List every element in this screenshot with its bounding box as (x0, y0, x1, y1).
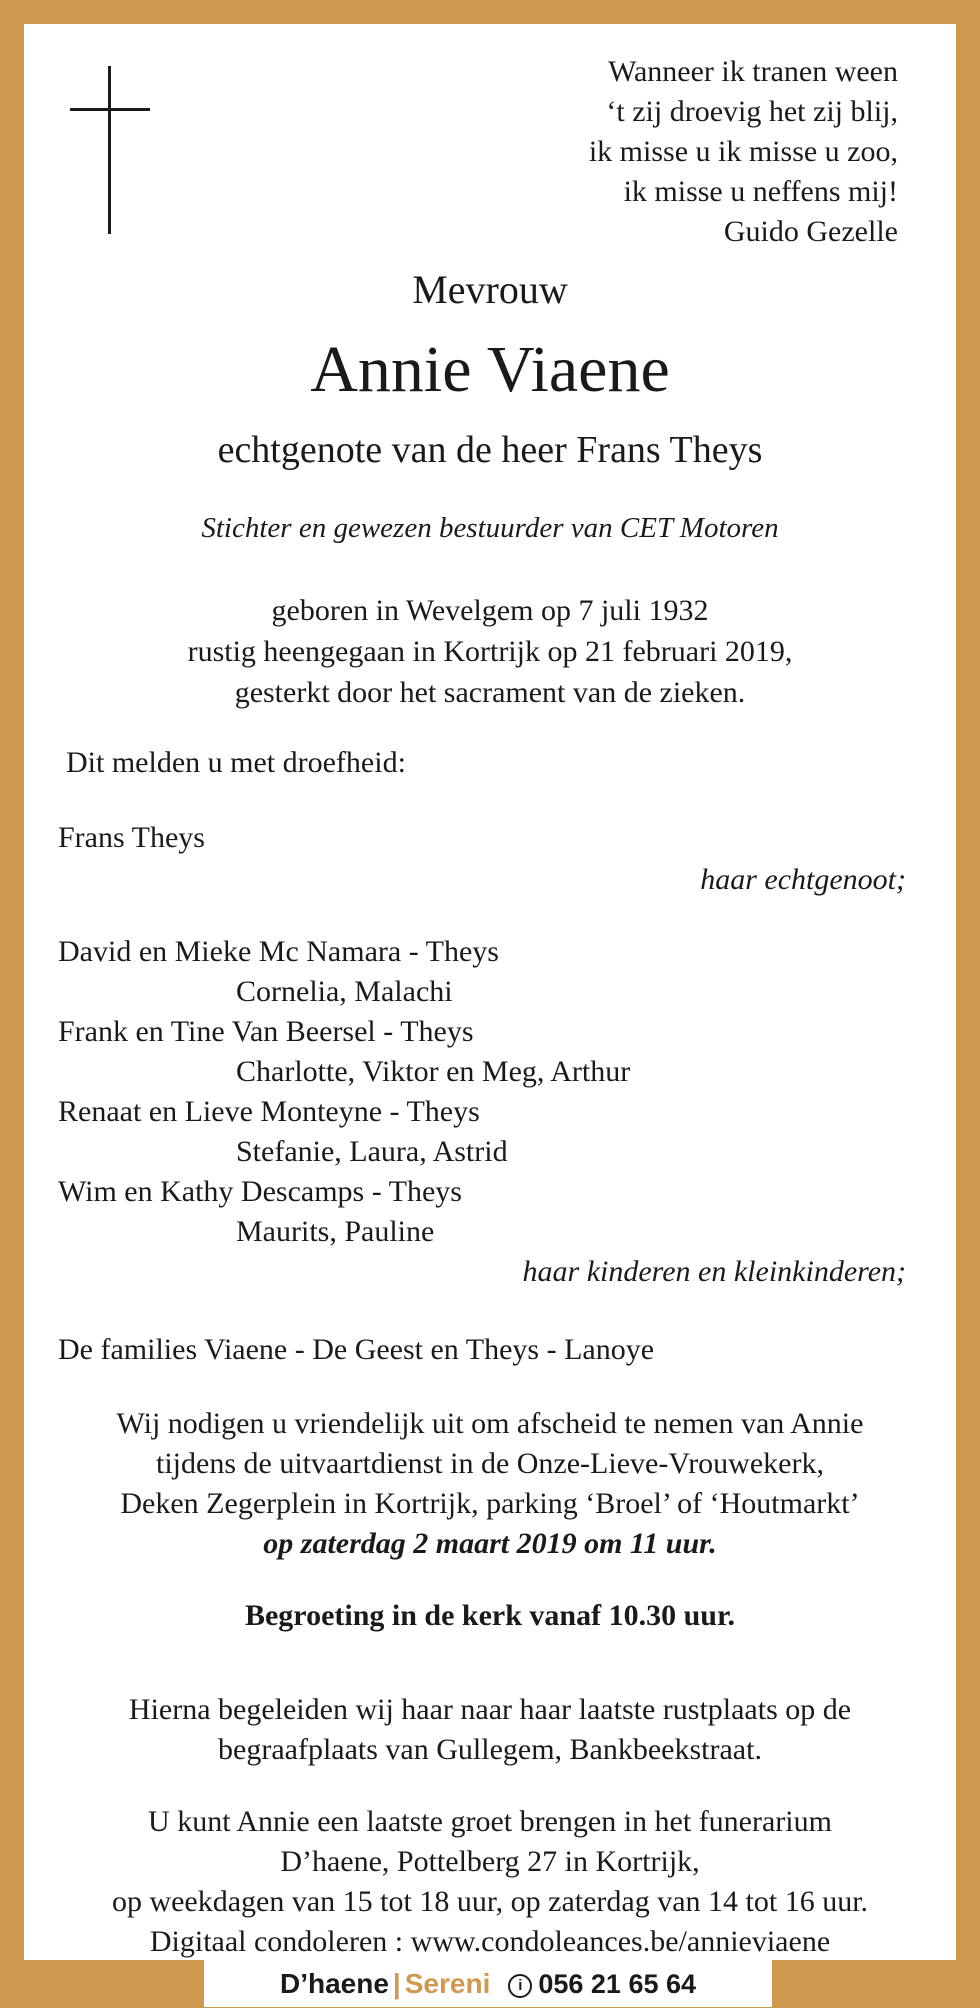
child-family: David en Mieke Mc Namara - Theys (58, 935, 499, 968)
deceased-title: Mevrouw (412, 267, 568, 312)
poem (589, 52, 898, 252)
service-block (24, 1404, 956, 1564)
poem-line: Wanneer ik tranen ween (608, 55, 898, 88)
poem-line: ik misse u ik misse u zoo, (588, 135, 898, 168)
children-role: haar kinderen en kleinkinderen; (522, 1255, 906, 1288)
cross-icon (108, 66, 111, 234)
funeral-home-footer (204, 1960, 772, 2007)
poem-author: Guido Gezelle (723, 215, 898, 248)
husband-role: haar echtgenoot; (700, 863, 906, 896)
info-icon: i (508, 1974, 532, 1998)
brand-dhaene: D’haene (279, 1968, 389, 1999)
birth-line: geboren in Wevelgem op 7 juli 1932 (271, 594, 709, 627)
burial-line: begraafplaats van Gullegem, Bankbeekstraat. (218, 1733, 762, 1766)
visit-line: D’haene, Pottelberg 27 in Kortrijk, (280, 1845, 700, 1878)
greeting-line: Begroeting in de kerk vanaf 10.30 uur. (244, 1599, 736, 1632)
service-line: Deken Zegerplein in Kortrijk, parking ‘Broel’ of ‘Houtmarkt’ (120, 1487, 860, 1520)
service-date: op zaterdag 2 maart 2019 om 11 uur. (263, 1527, 717, 1560)
visit-line: op weekdagen van 15 tot 18 uur, op zaterdag van 14 tot 16 uur. (111, 1885, 869, 1918)
grandchildren: Maurits, Pauline (236, 1215, 435, 1248)
poem-line: ‘t zij droevig het zij blij, (606, 95, 898, 128)
announcement-intro: Dit melden u met droefheid: (66, 746, 406, 779)
dates-block (24, 590, 956, 713)
service-line: tijdens de uitvaartdienst in de Onze-Lieve-Vrouwekerk, (156, 1447, 824, 1480)
child-family: Renaat en Lieve Monteyne - Theys (58, 1095, 480, 1128)
phone-number: 056 21 65 64 (538, 1969, 697, 1999)
husband-name: Frans Theys (58, 821, 205, 854)
burial-block (24, 1690, 956, 1770)
visit-block (24, 1802, 956, 1962)
brand-separator: | (392, 1968, 401, 1999)
condolence-line: Digitaal condoleren : www.condoleances.be/annieviaene (149, 1925, 831, 1958)
burial-line: Hierna begeleiden wij haar naar haar laatste rustplaats op de (128, 1693, 852, 1726)
visit-line: U kunt Annie een laatste groet brengen in het funerarium (148, 1805, 832, 1838)
service-line: Wij nodigen u vriendelijk uit om afscheid te nemen van Annie (116, 1407, 864, 1440)
death-line: rustig heengegaan in Kortrijk op 21 februari 2019, (187, 635, 793, 668)
child-family: Wim en Kathy Descamps - Theys (58, 1175, 462, 1208)
deceased-name: Annie Viaene (310, 333, 670, 406)
child-family: Frank en Tine Van Beersel - Theys (58, 1015, 474, 1048)
brand-sereni: Sereni (404, 1968, 491, 1999)
extended-families: De families Viaene - De Geest en Theys - Lanoye (58, 1333, 655, 1366)
sacrament-line: gesterkt door het sacrament van de zieken. (234, 676, 746, 709)
spouse-line: echtgenote van de heer Frans Theys (217, 429, 763, 471)
obituary-card (24, 24, 956, 1960)
poem-line: ik misse u neffens mij! (623, 175, 898, 208)
grandchildren: Cornelia, Malachi (236, 975, 453, 1008)
grandchildren: Charlotte, Viktor en Meg, Arthur (236, 1055, 631, 1088)
cross-icon-bar (70, 108, 150, 111)
deceased-role: Stichter en gewezen bestuurder van CET Motoren (201, 512, 779, 544)
grandchildren: Stefanie, Laura, Astrid (236, 1135, 508, 1168)
